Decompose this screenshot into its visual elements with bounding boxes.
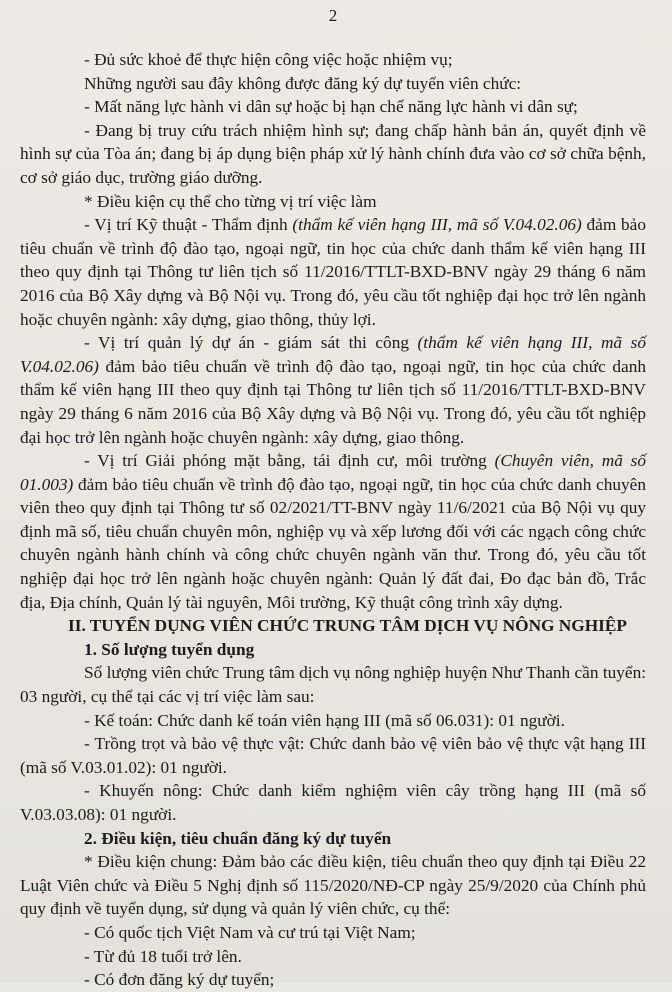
paragraph: - Mất năng lực hành vi dân sự hoặc bị hạn chế năng lực hành vi dân sự; [84, 97, 578, 117]
paragraph: * Điều kiện chung: Đảm bảo các điều kiện, tiêu chuẩn theo quy định tại Điều 22 Luật Viên chức và Điều 5 Nghị định số 115/2020/NĐ-CP ngày 25/9/2020 của Chính phủ quy định về tuyển dụng, sử dụng và quản lý viên chức, cụ thể: [20, 852, 646, 919]
italic-reference: (thẩm kế viên hạng III, mã số V.04.02.06) [20, 333, 647, 376]
section-heading: 1. Số lượng tuyển dụng [84, 639, 255, 659]
paragraph: Những người sau đây không được đăng ký dự tuyển viên chức: [84, 73, 522, 93]
paragraph: Số lượng viên chức Trung tâm dịch vụ nông nghiệp huyện Như Thanh cần tuyển: 03 người, cụ thể tại các vị trí việc làm sau: [20, 663, 647, 707]
section-heading: II. TUYỂN DỤNG VIÊN CHỨC TRUNG TÂM DỊCH VỤ NÔNG NGHIỆP [68, 616, 627, 636]
italic-reference: (Chuyên viên, mã số 01.003) [20, 451, 646, 494]
paragraph: - Đang bị truy cứu trách nhiệm hình sự; đang chấp hành bản án, quyết định về hình sự của Tòa án; đang bị áp dụng biện pháp xử lý hành chính đưa vào cơ sở chữa bệnh, cơ sở giáo dục, trường giáo dưỡng. [20, 120, 646, 187]
paragraph: - Vị trí Giải phóng mặt bằng, tái định cư, môi trường (Chuyên viên, mã số 01.003) đảm bảo tiêu chuẩn về trình độ đào tạo, ngoại ngữ, tin học của chức danh chuyên viên theo quy định tại Thông tư số 02/2021/TT-BNV ngày 11/6/2021 của Bộ Nội vụ quy định mã số, tiêu chuẩn chuyên môn, nghiệp vụ và xếp lương đối với các ngạch công chức chuyên ngành hành chính và công chức chuyên ngành văn thư. Trong đó, yêu cầu tốt nghiệp đại học trở lên ngành hoặc chuyên ngành: Quản lý đất đai, Đo đạc bản đồ, Trắc địa, Địa chính, Quản lý tài nguyên, Môi trường, Kỹ thuật công trình xây dựng. [20, 451, 646, 612]
paragraph: - Từ đủ 18 tuổi trở lên. [84, 946, 242, 966]
paragraph: - Trồng trọt và bảo vệ thực vật: Chức danh bảo vệ viên bảo vệ thực vật hạng III (mã số V.03.01.02): 01 người. [20, 734, 646, 777]
paragraph: - Có đơn đăng ký dự tuyển; [84, 970, 275, 990]
page-number: 2 [328, 6, 338, 25]
paragraph: - Khuyến nông: Chức danh kiểm nghiệm viên cây trồng hạng III (mã số V.03.03.08): 01 người. [20, 781, 646, 824]
italic-reference: (thẩm kế viên hạng III, mã số V.04.02.06) [292, 215, 582, 235]
paragraph: * Điều kiện cụ thể cho từng vị trí việc làm [84, 191, 377, 211]
section-heading: 2. Điều kiện, tiêu chuẩn đăng ký dự tuyển [84, 828, 392, 848]
paragraph: - Có quốc tịch Việt Nam và cư trú tại Việt Nam; [84, 922, 416, 942]
document-body [20, 48, 646, 992]
paragraph: - Vị trí Kỹ thuật - Thẩm định (thẩm kế viên hạng III, mã số V.04.02.06) đảm bảo tiêu chuẩn về trình độ đào tạo, ngoại ngữ, tin học của chức danh thẩm kế viên hạng III theo quy định tại Thông tư liên tịch số 11/2016/TTLT-BXD-BNV ngày 29 tháng 6 năm 2016 của Bộ Xây dựng và Bộ Nội vụ. Trong đó, yêu cầu tốt nghiệp đại học trở lên ngành hoặc chuyên ngành: xây dựng, giao thông, thủy lợi. [20, 215, 646, 329]
paragraph: - Vị trí quản lý dự án - giám sát thi công (thẩm kế viên hạng III, mã số V.04.02.06) đảm bảo tiêu chuẩn về trình độ đào tạo, ngoại ngữ, tin học của chức danh thẩm kế viên hạng III theo quy định tại Thông tư liên tịch số 11/2016/TTLT-BXD-BNV ngày 29 tháng 6 năm 2016 của Bộ Xây dựng và Bộ Nội vụ. Trong đó, yêu cầu tốt nghiệp đại học trở lên ngành hoặc chuyên ngành: xây dựng, giao thông. [20, 333, 647, 447]
paragraph: - Đủ sức khoẻ để thực hiện công việc hoặc nhiệm vụ; [84, 50, 453, 69]
paragraph: - Kế toán: Chức danh kế toán viên hạng III (mã số 06.031): 01 người. [84, 710, 565, 730]
